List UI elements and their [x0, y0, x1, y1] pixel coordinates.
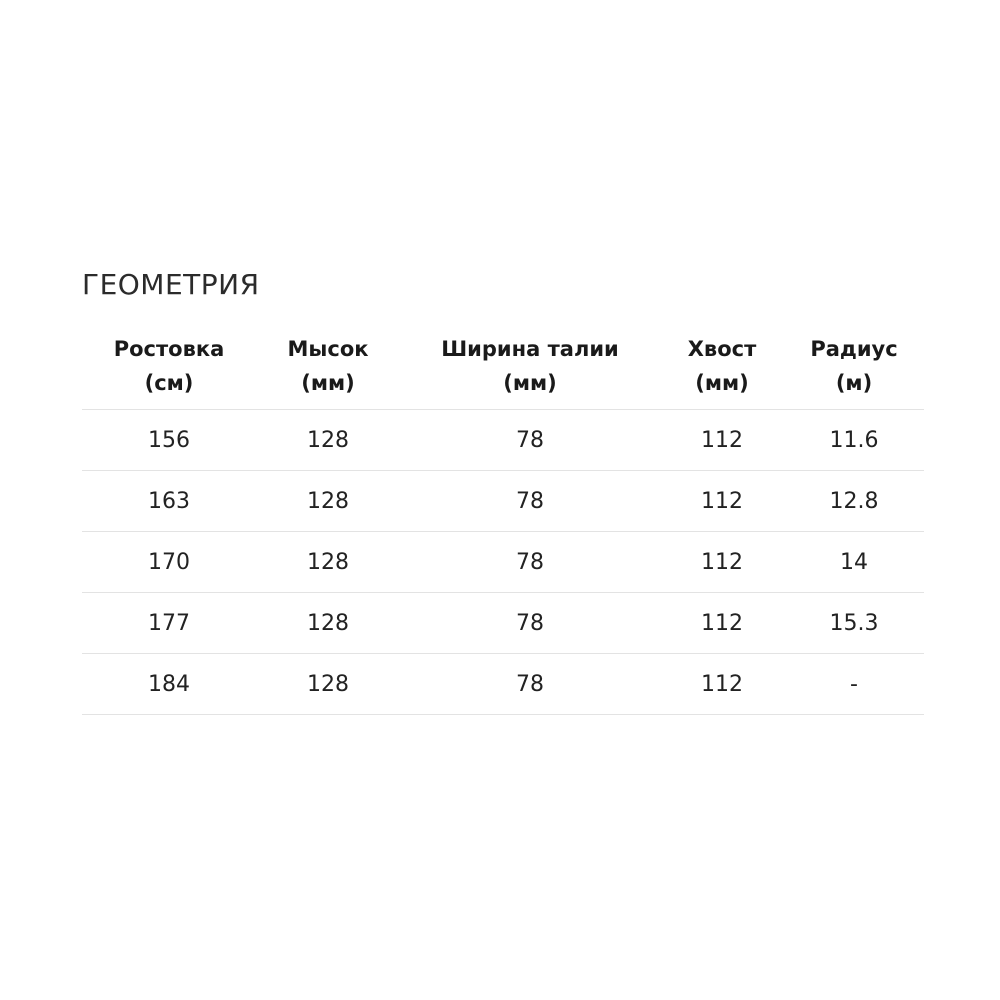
cell-radius: 11.6 [784, 410, 924, 471]
table-header-row [82, 322, 924, 410]
column-header-unit: (мм) [503, 370, 557, 395]
cell-tip: 128 [256, 410, 400, 471]
cell-tip: 128 [256, 532, 400, 593]
column-header-label: Хвост [687, 336, 757, 361]
cell-tail: 112 [660, 410, 784, 471]
column-header-unit: (мм) [695, 370, 749, 395]
cell-tip: 128 [256, 471, 400, 532]
column-header-size [82, 322, 256, 410]
cell-size: 170 [82, 532, 256, 593]
geometry-section [82, 262, 924, 697]
table-row [82, 593, 924, 654]
cell-size: 163 [82, 471, 256, 532]
column-header-tip [256, 322, 400, 410]
column-header-label: Радиус [810, 336, 898, 361]
cell-radius: 12.8 [784, 471, 924, 532]
column-header-unit: (м) [835, 370, 873, 395]
column-header-waist-width [400, 322, 660, 410]
cell-tail: 112 [660, 654, 784, 715]
column-header-radius [784, 322, 924, 410]
table-row [82, 654, 924, 715]
cell-waist-width: 78 [400, 410, 660, 471]
cell-tip: 128 [256, 593, 400, 654]
column-header-unit: (см) [144, 370, 194, 395]
cell-waist-width: 78 [400, 654, 660, 715]
column-header-unit: (мм) [301, 370, 355, 395]
column-header-label: Ширина талии [441, 336, 619, 361]
column-header-tail [660, 322, 784, 410]
cell-tip: 128 [256, 654, 400, 715]
column-header-label: Мысок [287, 336, 369, 361]
cell-tail: 112 [660, 532, 784, 593]
cell-radius: - [784, 654, 924, 715]
cell-waist-width: 78 [400, 532, 660, 593]
cell-tail: 112 [660, 471, 784, 532]
cell-tail: 112 [660, 593, 784, 654]
table-row [82, 410, 924, 471]
cell-radius: 14 [784, 532, 924, 593]
cell-waist-width: 78 [400, 593, 660, 654]
geometry-table [82, 322, 924, 715]
table-row [82, 532, 924, 593]
cell-waist-width: 78 [400, 471, 660, 532]
table-row [82, 471, 924, 532]
cell-size: 177 [82, 593, 256, 654]
cell-radius: 15.3 [784, 593, 924, 654]
cell-size: 156 [82, 410, 256, 471]
column-header-label: Ростовка [113, 336, 225, 361]
cell-size: 184 [82, 654, 256, 715]
section-title: ГЕОМЕТРИЯ [82, 268, 260, 301]
